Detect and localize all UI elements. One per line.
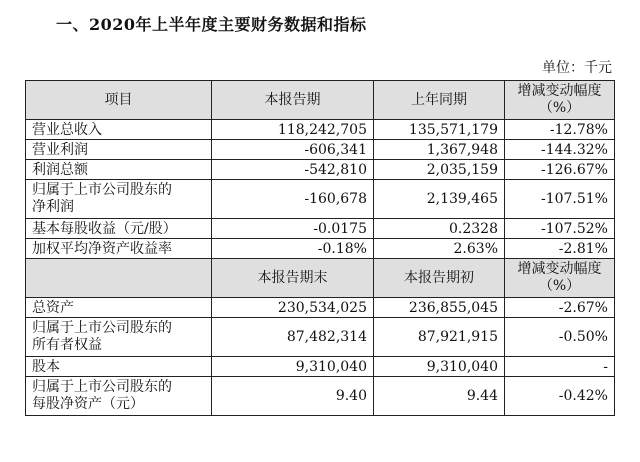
table-row xyxy=(26,298,615,318)
row-label xyxy=(26,377,212,416)
cell-current: 9,310,040 xyxy=(212,357,374,377)
cell-previous: 2,035,159 xyxy=(374,160,505,180)
cell-current: -542,810 xyxy=(212,160,374,180)
cell-previous: 9,310,040 xyxy=(374,357,505,377)
table-row xyxy=(26,219,615,239)
row-label-line1: 归属于上市公司股东的 xyxy=(32,379,172,395)
cell-previous: 135,571,179 xyxy=(374,120,505,140)
cell-current: -160,678 xyxy=(212,180,374,219)
section-heading: 一、2020年上半年度主要财务数据和指标 xyxy=(56,15,367,34)
row-label-line2: 所有者权益 xyxy=(32,337,102,353)
row-label: 营业利润 xyxy=(26,140,212,160)
financial-data-table xyxy=(25,80,615,416)
cell-change: -0.42% xyxy=(505,377,615,416)
row-label xyxy=(26,180,212,219)
cell-change: - xyxy=(505,357,615,377)
table-subheader-row xyxy=(26,259,615,298)
table-row xyxy=(26,160,615,180)
table-row xyxy=(26,318,615,357)
subheader-period-start: 本报告期初 xyxy=(374,259,505,298)
subheader-change-line2: （%） xyxy=(538,278,581,294)
cell-current: 87,482,314 xyxy=(212,318,374,357)
table-row xyxy=(26,377,615,416)
header-current-period: 本报告期 xyxy=(212,81,374,120)
header-change-line1: 增减变动幅度 xyxy=(517,83,602,99)
cell-current: -606,341 xyxy=(212,140,374,160)
subheader-blank xyxy=(26,259,212,298)
row-label: 利润总额 xyxy=(26,160,212,180)
subheader-change-line1: 增减变动幅度 xyxy=(517,261,602,277)
cell-change: -2.81% xyxy=(505,239,615,259)
row-label-line1: 归属于上市公司股东的 xyxy=(32,182,172,198)
header-change xyxy=(505,81,615,120)
table-row xyxy=(26,180,615,219)
row-label-line2: 每股净资产（元） xyxy=(32,396,144,412)
header-previous-period: 上年同期 xyxy=(374,81,505,120)
cell-change: -126.67% xyxy=(505,160,615,180)
row-label xyxy=(26,318,212,357)
subheader-change xyxy=(505,259,615,298)
cell-previous: 87,921,915 xyxy=(374,318,505,357)
cell-change: -144.32% xyxy=(505,140,615,160)
cell-change: -2.67% xyxy=(505,298,615,318)
table-row xyxy=(26,357,615,377)
cell-previous: 2.63% xyxy=(374,239,505,259)
row-label: 营业总收入 xyxy=(26,120,212,140)
row-label: 总资产 xyxy=(26,298,212,318)
cell-current: -0.0175 xyxy=(212,219,374,239)
row-label: 基本每股收益（元/股） xyxy=(26,219,212,239)
cell-current: 9.40 xyxy=(212,377,374,416)
table-row xyxy=(26,239,615,259)
table-row xyxy=(26,120,615,140)
row-label: 加权平均净资产收益率 xyxy=(26,239,212,259)
table-header-row xyxy=(26,81,615,120)
cell-previous: 1,367,948 xyxy=(374,140,505,160)
cell-change: -12.78% xyxy=(505,120,615,140)
cell-previous: 9.44 xyxy=(374,377,505,416)
cell-previous: 236,855,045 xyxy=(374,298,505,318)
cell-current: 230,534,025 xyxy=(212,298,374,318)
table-row xyxy=(26,140,615,160)
header-item: 项目 xyxy=(26,81,212,120)
cell-previous: 0.2328 xyxy=(374,219,505,239)
subheader-period-end: 本报告期末 xyxy=(212,259,374,298)
row-label-line1: 归属于上市公司股东的 xyxy=(32,320,172,336)
header-change-line2: （%） xyxy=(538,100,581,116)
row-label-line2: 净利润 xyxy=(32,199,74,215)
cell-current: 118,242,705 xyxy=(212,120,374,140)
cell-change: -0.50% xyxy=(505,318,615,357)
cell-previous: 2,139,465 xyxy=(374,180,505,219)
cell-change: -107.52% xyxy=(505,219,615,239)
row-label: 股本 xyxy=(26,357,212,377)
cell-change: -107.51% xyxy=(505,180,615,219)
cell-current: -0.18% xyxy=(212,239,374,259)
unit-label: 单位：千元 xyxy=(542,60,612,76)
